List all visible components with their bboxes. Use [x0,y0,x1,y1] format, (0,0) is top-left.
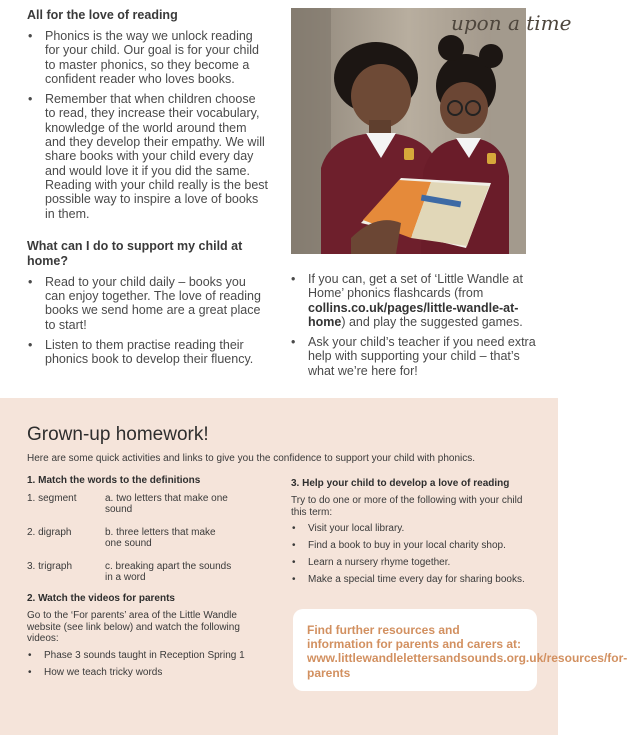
match-row [27,561,267,595]
love-of-reading-list [27,29,269,221]
love-reading-text: Try to do one or more of the following with your child this term: [291,495,523,518]
list-item: • Read to your child daily – books you can enjoy together. The love of reading books we send home are a great place to start! [27,275,269,332]
sign-text: upon a time [451,11,572,35]
flashcards-link[interactable]: collins.co.uk/pages/little-wandle-at-home [308,300,519,329]
resources-box [293,609,627,691]
list-item: • Phonics is the way we unlock reading for your child. Our goal is for your child to master phonics, so they become a confident reader who loves books. [27,29,269,86]
videos-text: Go to the ‘For parents’ area of the Little Wandle website (see link below) and watch the following videos: [27,610,240,645]
love-reading-list [291,523,531,586]
match-term: 2. digraph [27,527,72,538]
match-definition: c. breaking apart the sounds in a word [105,561,232,584]
match-row [27,493,267,527]
love-reading-activity [291,478,531,586]
love-item: • Visit your local library. [291,523,531,535]
match-definition: b. three letters that make one sound [105,527,216,550]
video-item: • How we teach tricky words [27,667,267,679]
videos-activity [27,593,267,679]
match-row [27,527,267,561]
match-heading: 1. Match the words to the definitions [27,475,201,486]
resources-link[interactable]: Find further resources and information for parents and carers at: www.littlewandlelettersandsounds.org.uk/resources/for-parents [307,623,627,680]
videos-list [27,650,267,679]
match-activity [27,475,267,595]
match-term: 1. segment [27,493,77,504]
love-of-reading-heading: All for the love of reading [27,8,178,22]
children-reading-photo [291,8,572,254]
homework-intro: Here are some quick activities and links to give you the confidence to support your child with phonics. [27,453,476,464]
list-item: • Ask your child’s teacher if you need extra help with supporting your child – that’s what we’re here for! [290,335,538,378]
tips-list [290,272,538,378]
homework-title: Grown-up homework! [27,424,209,445]
right-column [290,266,538,378]
support-list [27,275,269,367]
videos-heading: 2. Watch the videos for parents [27,593,175,604]
list-item: • Listen to them practise reading their phonics book to develop their fluency. [27,338,269,367]
left-column [27,8,269,367]
support-heading: What can I do to support my child at home? [27,238,243,268]
match-term: 3. trigraph [27,561,73,572]
love-item: • Learn a nursery rhyme together. [291,557,531,569]
love-item: • Find a book to buy in your local charity shop. [291,540,531,552]
list-item: • If you can, get a set of ‘Little Wandle at Home’ phonics flashcards (from collins.co.uk/pages/little-wandle-at-home) and play the suggested games. [290,272,538,329]
love-reading-heading: 3. Help your child to develop a love of reading [291,478,510,489]
video-item: • Phase 3 sounds taught in Reception Spring 1 [27,650,267,662]
list-item: • Remember that when children choose to read, they increase their vocabulary, knowledge of the world around them and they develop their empathy. We will share books with your child every day and would love it if you did the same. Reading with your child really is the best possible way to inspire a love of books in them. [27,92,269,221]
love-item: • Make a special time every day for sharing books. [291,574,531,586]
match-definition: a. two letters that make one sound [105,493,228,516]
